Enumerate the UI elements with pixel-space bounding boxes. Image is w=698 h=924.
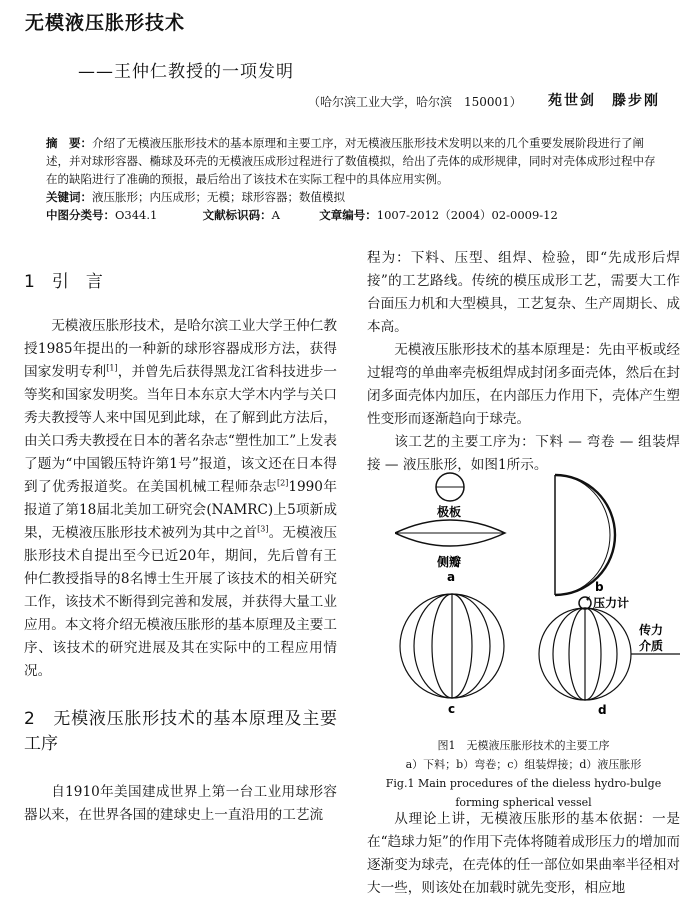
- label-c: c: [448, 702, 456, 716]
- figure-1-diagram: [395, 470, 680, 730]
- left-column: [24, 270, 337, 827]
- bent-shell-shape: [555, 475, 615, 595]
- paper-subtitle: ——王仲仁教授的一项发明: [78, 62, 294, 82]
- right-paragraph-3: 该工艺的主要工序为：下料 — 弯卷 — 组装焊接 — 液压胀形，如图1所示。: [367, 434, 680, 473]
- label-b: b: [595, 580, 604, 594]
- intro-text-c: 1990年报道了第18届北美加工研究会(NAMRC)上5项新成果，无模液压胀形技术被列为其中之首: [24, 479, 337, 541]
- label-medium-1: 传力: [639, 623, 664, 637]
- clc-value: O344.1: [115, 208, 158, 222]
- right-column-top: [367, 247, 680, 477]
- label-side-petal: 侧瓣: [437, 555, 462, 569]
- label-gauge: 压力计: [593, 596, 630, 610]
- section2-paragraph: 自1910年美国建成世界上第一台工业用球形容器以来，在世界各国的建球史上一直沿用的工艺流: [24, 784, 337, 823]
- label-d: d: [598, 703, 607, 717]
- abstract-text: 介绍了无模液压胀形技术的基本原理和主要工序，对无模液压胀形技术发明以来的几个重要发展阶段进行了阐述，并对球形容器、椭球及环壳的无模液压成形过程进行了数值模拟，给出了壳体的成形规律，同时对壳体成形过程中存在的缺陷进行了准确的预报，最后给出了该技术在实际工程中的具体应用实例。: [46, 136, 656, 186]
- paper-title: 无模液压胀形技术: [25, 12, 186, 34]
- keywords-text: 液压胀形；内压成形；无模；球形容器；数值模拟: [92, 190, 345, 204]
- keywords: [46, 188, 666, 206]
- intro-text-b: ，并曾先后获得黑龙江省科技进步一等奖和国家发明奖。当年日本东京大学木内学与关口秀夫教授等人来中国见到此球，在了解到此方法后，由关口秀夫教授在日本的著名杂志“塑性加工”上发表了题为“中国锻压特许第1号”报道，该文还在日本得到了优秀报道奖。在美国机械工程师杂志: [24, 364, 338, 495]
- figure-1-caption: [367, 736, 680, 812]
- caption-sub: a）下料；b）弯卷；c）组装焊接；d）液压胀形: [405, 758, 642, 771]
- intro-text-d: 。无模液压胀形技术自提出至今已近20年，期间，先后曾有王仲仁教授指导的8名博士生开展了该技术的相关研究工作，该技术不断得到完善和发展，并获得大量工业应用。本文将介绍无模液压胀形的基本原理及主要工序、该技术的研究进展及其在实际中的工程应用情况。: [24, 525, 338, 679]
- abstract-block: [46, 134, 666, 224]
- doc-code-value: A: [271, 208, 280, 222]
- right-paragraph-4: 从理论上讲，无模液压胀形的基本依据：一是在“趋球力矩”的作用下壳体将随着成形压力的增加而逐渐变为球壳，在壳体的任一部位如果曲率半径相对大一些，则该处在加载时就先变形，相应地: [367, 811, 680, 896]
- right-column-bottom: [367, 808, 680, 900]
- right-paragraph-2: 无模液压胀形技术的基本原理是：先由平板或经过辊弯的单曲率壳板组焊成封闭多面壳体，然后在封闭多面壳体内加压，在内部压力作用下，壳体产生塑性变形而逐渐趋向于球壳。: [367, 342, 680, 427]
- article-no-label: 文章编号：: [319, 208, 377, 222]
- keywords-label: 关键词：: [46, 190, 92, 204]
- ref-3[interactable]: [3]: [257, 524, 269, 534]
- affiliation: （哈尔滨工业大学，哈尔滨 150001）: [308, 95, 522, 109]
- polyhedral-shell: [400, 594, 504, 698]
- caption-cn: 图1 无模液压胀形技术的主要工序: [437, 739, 610, 752]
- pressure-gauge: [579, 597, 591, 609]
- caption-en-2: forming spherical vessel: [455, 796, 592, 809]
- classification-line: [46, 206, 666, 224]
- ref-1[interactable]: [1]: [106, 363, 118, 373]
- section-heading-2: 2 无模液压胀形技术的基本原理及主要工序: [24, 709, 337, 754]
- label-pole-plate: 极板: [437, 505, 462, 519]
- right-paragraph-1: 程为：下料、压型、组焊、检验，即“先成形后焊接”的工艺路线。传统的模压成形工艺，需要大工作台面压力机和大型模具，工艺复杂、生产周期长、成本高。: [367, 250, 680, 335]
- ref-2[interactable]: [2]: [277, 478, 289, 488]
- caption-en-1: Fig.1 Main procedures of the dieless hydro-bulge: [385, 777, 662, 790]
- authors: 苑世剑 滕步刚: [548, 93, 660, 109]
- label-medium-2: 介质: [639, 639, 664, 653]
- doc-code-label: 文献标识码：: [202, 208, 272, 222]
- intro-text-a: 无模液压胀形技术，是哈尔滨工业大学王仲仁教授1985年提出的一种新的球形容器成形方法，获得国家发明专利: [24, 318, 337, 380]
- article-no-value: 1007-2012（2004）02-0009-12: [376, 208, 558, 222]
- abstract: [46, 134, 666, 188]
- intro-paragraph: [24, 315, 337, 683]
- label-a: a: [447, 570, 456, 584]
- clc-label: 中图分类号：: [46, 208, 115, 222]
- abstract-label: 摘 要：: [46, 136, 92, 150]
- section-heading-1: 1 引 言: [24, 272, 103, 292]
